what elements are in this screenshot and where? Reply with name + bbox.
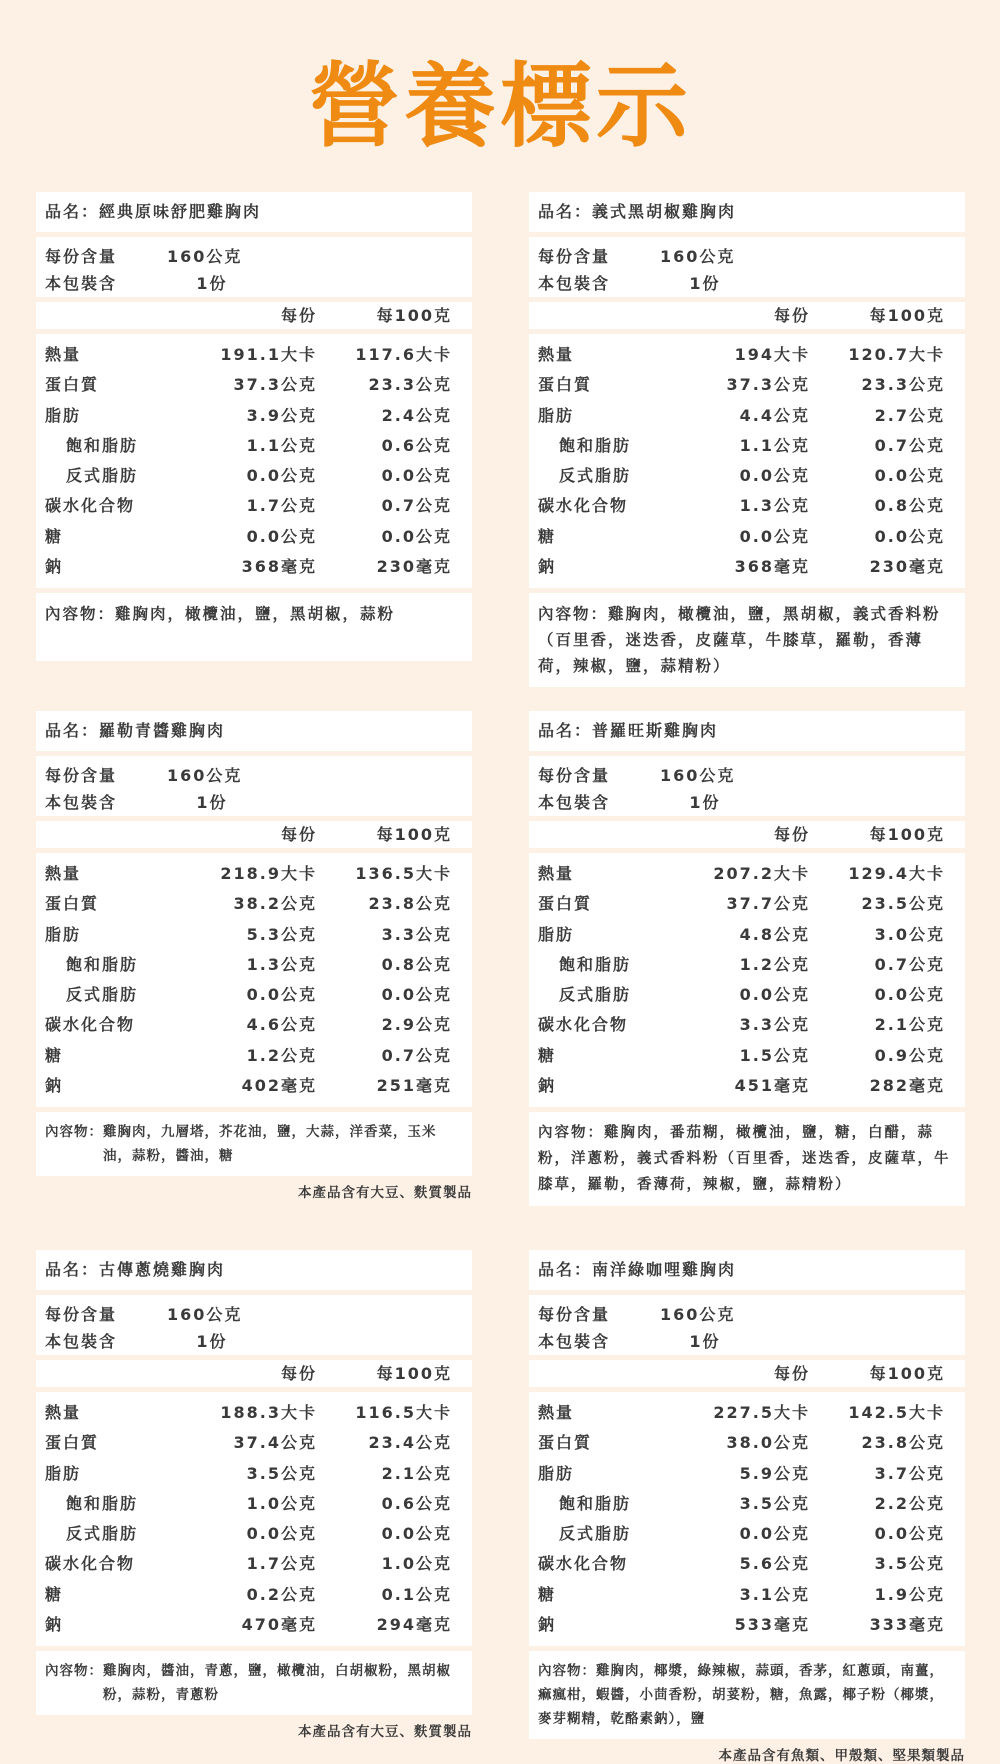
table-row — [36, 889, 472, 919]
nutrient-name: 反式脂肪 — [66, 466, 139, 486]
header-per-serving: 每份 — [280, 306, 317, 325]
per-100g-value: 230毫克 — [869, 557, 945, 577]
per-serving-value: 451毫克 — [734, 1076, 810, 1096]
ingredients — [36, 1651, 472, 1715]
per-100g-value: 3.0公克 — [874, 924, 945, 944]
nutrient-name: 糖 — [538, 526, 557, 546]
nutrient-name: 飽和脂肪 — [66, 954, 139, 974]
per-100g-value: 0.8公克 — [874, 496, 945, 516]
name-prefix: 品名： — [45, 202, 100, 221]
table-row — [36, 1610, 472, 1640]
nutrient-name: 鈉 — [538, 1076, 557, 1096]
per-serving-value: 0.0公克 — [739, 466, 810, 486]
nutrient-name: 飽和脂肪 — [66, 435, 139, 455]
ingredients — [36, 1112, 472, 1176]
per-100g-value: 3.3公克 — [381, 924, 452, 944]
per-serving-value: 1.0公克 — [246, 1493, 317, 1513]
per-serving-value: 37.3公克 — [726, 375, 810, 395]
nutrient-table — [36, 1392, 472, 1646]
nutrient-name: 熱量 — [45, 864, 82, 883]
header-per-serving: 每份 — [773, 1364, 810, 1383]
servings-value: 1份 — [196, 793, 228, 812]
product-name-text: 古傳蔥燒雞胸肉 — [99, 1260, 226, 1279]
per-100g-value: 0.0公克 — [381, 466, 452, 486]
per-serving-value: 402毫克 — [241, 1076, 317, 1096]
per-serving-value: 218.9大卡 — [220, 864, 317, 883]
product-name — [529, 1250, 965, 1290]
product-name-text: 羅勒青醬雞胸肉 — [99, 721, 226, 740]
table-row — [529, 491, 965, 521]
per-serving-value: 0.0公克 — [739, 985, 810, 1005]
per-serving-value: 1.7公克 — [246, 1554, 317, 1574]
per-serving-value: 3.9公克 — [246, 405, 317, 425]
header-per-serving: 每份 — [773, 306, 810, 325]
allergen-notice: 本產品含有大豆、麩質製品 — [298, 1185, 472, 1202]
nutrient-table — [36, 853, 472, 1107]
per-serving-value: 1.1公克 — [246, 435, 317, 455]
nutrient-name: 反式脂肪 — [66, 985, 139, 1005]
table-row — [36, 552, 472, 582]
per-serving-value: 191.1大卡 — [220, 345, 317, 364]
table-row — [36, 1459, 472, 1489]
serving-info — [529, 237, 965, 297]
serving-info — [529, 1295, 965, 1355]
per-100g-value: 0.7公克 — [381, 496, 452, 516]
table-row — [529, 1580, 965, 1610]
table-row — [36, 1489, 472, 1519]
per-serving-value: 37.7公克 — [726, 894, 810, 914]
product-name-text: 南洋綠咖哩雞胸肉 — [592, 1260, 737, 1279]
table-row — [36, 340, 472, 370]
per-100g-value: 2.4公克 — [381, 405, 452, 425]
servings-label: 本包裝含 — [45, 274, 118, 293]
table-row — [529, 889, 965, 919]
nutrient-name: 糖 — [45, 1584, 64, 1604]
per-100g-value: 0.7公克 — [874, 435, 945, 455]
servings-label: 本包裝含 — [45, 793, 118, 812]
serving-info — [36, 756, 472, 816]
nutrient-name: 蛋白質 — [538, 375, 593, 395]
per-100g-value: 142.5大卡 — [848, 1403, 945, 1422]
per-100g-value: 0.8公克 — [381, 954, 452, 974]
nutrition-label-6 — [529, 1250, 965, 1764]
table-row — [36, 980, 472, 1010]
nutrient-name: 碳水化合物 — [45, 1554, 136, 1574]
per-100g-value: 0.7公克 — [381, 1045, 452, 1065]
servings-value: 1份 — [196, 1332, 228, 1351]
header-per-100g: 每100克 — [376, 825, 452, 844]
nutrient-name: 反式脂肪 — [559, 466, 632, 486]
per-100g-value: 23.8公克 — [368, 894, 452, 914]
nutrient-name: 反式脂肪 — [559, 985, 632, 1005]
per-100g-value: 0.0公克 — [874, 466, 945, 486]
product-name-text: 義式黑胡椒雞胸肉 — [592, 202, 737, 221]
serving-size-value: 160公克 — [660, 766, 736, 785]
header-per-serving: 每份 — [280, 825, 317, 844]
column-headers — [529, 302, 965, 329]
table-row — [529, 1489, 965, 1519]
nutrient-name: 飽和脂肪 — [559, 435, 632, 455]
per-serving-value: 3.1公克 — [739, 1584, 810, 1604]
servings-label: 本包裝含 — [538, 793, 611, 812]
per-serving-value: 1.1公克 — [739, 435, 810, 455]
name-prefix: 品名： — [45, 1260, 100, 1279]
servings-value: 1份 — [196, 274, 228, 293]
nutrient-name: 碳水化合物 — [45, 496, 136, 516]
nutrient-name: 糖 — [45, 1045, 64, 1065]
column-headers — [36, 302, 472, 329]
nutrient-table — [529, 853, 965, 1107]
table-row — [36, 859, 472, 889]
per-100g-value: 294毫克 — [376, 1615, 452, 1635]
per-serving-value: 368毫克 — [734, 557, 810, 577]
nutrient-name: 蛋白質 — [45, 894, 100, 914]
serving-size-value: 160公克 — [167, 247, 243, 266]
product-name-text: 經典原味舒肥雞胸肉 — [99, 202, 262, 221]
column-headers — [529, 821, 965, 848]
servings-value: 1份 — [689, 793, 721, 812]
per-100g-value: 282毫克 — [869, 1076, 945, 1096]
per-100g-value: 0.0公克 — [381, 985, 452, 1005]
nutrition-label-3 — [36, 711, 472, 1201]
table-row — [36, 1010, 472, 1040]
per-100g-value: 129.4大卡 — [848, 864, 945, 883]
name-prefix: 品名： — [538, 202, 593, 221]
header-per-serving: 每份 — [280, 1364, 317, 1383]
per-100g-value: 136.5大卡 — [355, 864, 452, 883]
table-row — [529, 920, 965, 950]
name-prefix: 品名： — [538, 1260, 593, 1279]
name-prefix: 品名： — [45, 721, 100, 740]
nutrient-name: 飽和脂肪 — [559, 954, 632, 974]
ingredients-text: 內容物：雞胸肉，九層塔，芥花油，鹽，大蒜，洋香菜，玉米油，蒜粉，醬油，糖 — [45, 1124, 437, 1165]
per-serving-value: 1.5公克 — [739, 1045, 810, 1065]
table-row — [529, 1459, 965, 1489]
per-100g-value: 3.7公克 — [874, 1463, 945, 1483]
ingredients: 內容物：雞胸肉，椰漿，綠辣椒，蒜頭，香茅，紅蔥頭，南薑，痲瘋柑，蝦醬，小茴香粉，胡荽粉，糖，魚露，椰子粉（椰漿，麥芽糊精，乾酪素鈉），鹽 — [529, 1651, 965, 1739]
table-row — [529, 431, 965, 461]
per-serving-value: 0.0公克 — [739, 526, 810, 546]
servings-value: 1份 — [689, 1332, 721, 1351]
header-per-100g: 每100克 — [376, 306, 452, 325]
table-row — [36, 370, 472, 400]
nutrient-name: 鈉 — [45, 1615, 64, 1635]
per-100g-value: 117.6大卡 — [355, 345, 452, 364]
per-100g-value: 251毫克 — [376, 1076, 452, 1096]
nutrient-name: 脂肪 — [45, 1463, 82, 1483]
nutrient-name: 反式脂肪 — [66, 1524, 139, 1544]
per-serving-value: 4.4公克 — [739, 405, 810, 425]
table-row — [529, 1398, 965, 1428]
per-serving-value: 1.3公克 — [246, 954, 317, 974]
nutrient-name: 熱量 — [45, 1403, 82, 1422]
table-row — [529, 401, 965, 431]
per-serving-value: 5.9公克 — [739, 1463, 810, 1483]
nutrient-name: 熱量 — [538, 864, 575, 883]
nutrient-name: 糖 — [538, 1045, 557, 1065]
nutrient-name: 脂肪 — [538, 924, 575, 944]
table-row — [529, 552, 965, 582]
per-serving-value: 38.0公克 — [726, 1433, 810, 1453]
per-serving-value: 5.3公克 — [246, 924, 317, 944]
nutrient-name: 飽和脂肪 — [66, 1493, 139, 1513]
table-row — [529, 1428, 965, 1458]
nutrient-name: 碳水化合物 — [538, 496, 629, 516]
serving-size-value: 160公克 — [167, 766, 243, 785]
per-serving-value: 368毫克 — [241, 557, 317, 577]
per-serving-value: 1.2公克 — [739, 954, 810, 974]
nutrient-table — [529, 1392, 965, 1646]
table-row — [36, 1549, 472, 1579]
per-serving-value: 207.2大卡 — [713, 864, 810, 883]
per-serving-value: 227.5大卡 — [713, 1403, 810, 1422]
per-serving-value: 4.6公克 — [246, 1015, 317, 1035]
table-row — [529, 370, 965, 400]
per-100g-value: 120.7大卡 — [848, 345, 945, 364]
header-per-100g: 每100克 — [869, 306, 945, 325]
nutrient-name: 蛋白質 — [538, 894, 593, 914]
nutrient-name: 鈉 — [45, 1076, 64, 1096]
nutrient-name: 鈉 — [538, 557, 557, 577]
servings-label: 本包裝含 — [45, 1332, 118, 1351]
table-row — [529, 1071, 965, 1101]
table-row — [36, 1580, 472, 1610]
nutrition-label-1 — [36, 192, 472, 666]
product-name-text: 普羅旺斯雞胸肉 — [592, 721, 719, 740]
per-serving-value: 37.4公克 — [233, 1433, 317, 1453]
nutrient-name: 熱量 — [538, 345, 575, 364]
per-100g-value: 0.6公克 — [381, 1493, 452, 1513]
table-row — [529, 950, 965, 980]
per-100g-value: 2.9公克 — [381, 1015, 452, 1035]
per-serving-value: 1.2公克 — [246, 1045, 317, 1065]
table-row — [36, 491, 472, 521]
table-row — [36, 431, 472, 461]
nutrition-label-5 — [36, 1250, 472, 1740]
nutrient-name: 脂肪 — [45, 405, 82, 425]
name-prefix: 品名： — [538, 721, 593, 740]
nutrient-name: 脂肪 — [538, 1463, 575, 1483]
nutrient-name: 蛋白質 — [538, 1433, 593, 1453]
product-name — [529, 192, 965, 232]
nutrient-name: 熱量 — [45, 345, 82, 364]
per-100g-value: 2.1公克 — [381, 1463, 452, 1483]
per-serving-value: 1.3公克 — [739, 496, 810, 516]
serving-size-label: 每份含量 — [45, 1305, 118, 1324]
ingredients: 內容物：雞胸肉，橄欖油，鹽，黑胡椒，義式香料粉（百里香，迷迭香，皮薩草，牛膝草，羅勒，香薄荷，辣椒，鹽，蒜精粉） — [529, 593, 965, 687]
per-100g-value: 0.7公克 — [874, 954, 945, 974]
per-serving-value: 38.2公克 — [233, 894, 317, 914]
table-row — [529, 340, 965, 370]
per-serving-value: 0.2公克 — [246, 1584, 317, 1604]
per-serving-value: 0.0公克 — [246, 526, 317, 546]
table-row — [36, 1041, 472, 1071]
column-headers — [36, 1360, 472, 1387]
nutrient-name: 鈉 — [45, 557, 64, 577]
per-serving-value: 3.3公克 — [739, 1015, 810, 1035]
product-name — [529, 711, 965, 751]
ingredients: 內容物：雞胸肉，番茄糊，橄欖油，鹽，糖，白醋，蒜粉，洋蔥粉，義式香料粉（百里香，迷迭香，皮薩草，牛膝草，羅勒，香薄荷，辣椒，鹽，蒜精粉） — [529, 1112, 965, 1206]
per-100g-value: 0.6公克 — [381, 435, 452, 455]
per-100g-value: 0.0公克 — [381, 1524, 452, 1544]
serving-size-value: 160公克 — [660, 1305, 736, 1324]
header-per-serving: 每份 — [773, 825, 810, 844]
table-row — [36, 1428, 472, 1458]
table-row — [36, 522, 472, 552]
per-100g-value: 2.7公克 — [874, 405, 945, 425]
servings-value: 1份 — [689, 274, 721, 293]
nutrient-table — [529, 334, 965, 588]
nutrient-name: 脂肪 — [538, 405, 575, 425]
per-100g-value: 333毫克 — [869, 1615, 945, 1635]
nutrient-name: 碳水化合物 — [538, 1015, 629, 1035]
table-row — [529, 1549, 965, 1579]
ingredients-text: 內容物：雞胸肉，醬油，青蔥，鹽，橄欖油，白胡椒粉，黑胡椒粉，蒜粉，青蔥粉 — [45, 1663, 451, 1704]
nutrient-name: 脂肪 — [45, 924, 82, 944]
serving-size-value: 160公克 — [660, 247, 736, 266]
table-row — [529, 1041, 965, 1071]
product-name — [36, 192, 472, 232]
table-row — [36, 950, 472, 980]
allergen-notice: 本產品含有魚類、甲殼類、堅果類製品 — [718, 1748, 965, 1764]
serving-size-value: 160公克 — [167, 1305, 243, 1324]
per-100g-value: 1.0公克 — [381, 1554, 452, 1574]
per-serving-value: 37.3公克 — [233, 375, 317, 395]
serving-info — [529, 756, 965, 816]
table-row — [529, 859, 965, 889]
nutrient-name: 反式脂肪 — [559, 1524, 632, 1544]
per-100g-value: 2.1公克 — [874, 1015, 945, 1035]
nutrient-name: 碳水化合物 — [538, 1554, 629, 1574]
per-serving-value: 3.5公克 — [246, 1463, 317, 1483]
per-serving-value: 470毫克 — [241, 1615, 317, 1635]
per-100g-value: 0.0公克 — [381, 526, 452, 546]
table-row — [36, 1071, 472, 1101]
serving-info — [36, 237, 472, 297]
serving-size-label: 每份含量 — [538, 1305, 611, 1324]
per-serving-value: 533毫克 — [734, 1615, 810, 1635]
per-100g-value: 2.2公克 — [874, 1493, 945, 1513]
table-row — [36, 1519, 472, 1549]
nutrient-name: 蛋白質 — [45, 375, 100, 395]
header-per-100g: 每100克 — [869, 1364, 945, 1383]
table-row — [36, 1398, 472, 1428]
per-100g-value: 23.3公克 — [368, 375, 452, 395]
nutrient-name: 蛋白質 — [45, 1433, 100, 1453]
product-name — [36, 711, 472, 751]
per-100g-value: 0.1公克 — [381, 1584, 452, 1604]
per-100g-value: 23.5公克 — [861, 894, 945, 914]
product-name — [36, 1250, 472, 1290]
nutrient-name: 熱量 — [538, 1403, 575, 1422]
per-serving-value: 188.3大卡 — [220, 1403, 317, 1422]
per-100g-value: 230毫克 — [376, 557, 452, 577]
per-100g-value: 1.9公克 — [874, 1584, 945, 1604]
serving-size-label: 每份含量 — [538, 247, 611, 266]
nutrient-name: 糖 — [45, 526, 64, 546]
table-row — [529, 522, 965, 552]
per-100g-value: 0.9公克 — [874, 1045, 945, 1065]
nutrition-label-2 — [529, 192, 965, 692]
per-serving-value: 0.0公克 — [739, 1524, 810, 1544]
page-title: 營養標示 — [307, 53, 692, 160]
per-serving-value: 0.0公克 — [246, 1524, 317, 1544]
per-serving-value: 0.0公克 — [246, 985, 317, 1005]
table-row — [529, 980, 965, 1010]
per-serving-value: 194大卡 — [734, 345, 810, 364]
per-100g-value: 23.8公克 — [861, 1433, 945, 1453]
allergen-notice: 本產品含有大豆、麩質製品 — [298, 1724, 472, 1741]
nutrient-name: 鈉 — [538, 1615, 557, 1635]
per-serving-value: 0.0公克 — [246, 466, 317, 486]
ingredients: 內容物：雞胸肉，橄欖油，鹽，黑胡椒，蒜粉 — [36, 593, 472, 661]
nutrient-name: 碳水化合物 — [45, 1015, 136, 1035]
servings-label: 本包裝含 — [538, 1332, 611, 1351]
per-serving-value: 4.8公克 — [739, 924, 810, 944]
serving-info — [36, 1295, 472, 1355]
per-100g-value: 116.5大卡 — [355, 1403, 452, 1422]
per-serving-value: 3.5公克 — [739, 1493, 810, 1513]
per-100g-value: 23.4公克 — [368, 1433, 452, 1453]
table-row — [529, 461, 965, 491]
per-serving-value: 1.7公克 — [246, 496, 317, 516]
table-row — [36, 920, 472, 950]
serving-size-label: 每份含量 — [45, 247, 118, 266]
serving-size-label: 每份含量 — [45, 766, 118, 785]
per-100g-value: 0.0公克 — [874, 526, 945, 546]
nutrition-label-4 — [529, 711, 965, 1211]
per-100g-value: 23.3公克 — [861, 375, 945, 395]
table-row — [529, 1010, 965, 1040]
servings-label: 本包裝含 — [538, 274, 611, 293]
nutrient-table — [36, 334, 472, 588]
serving-size-label: 每份含量 — [538, 766, 611, 785]
column-headers — [529, 1360, 965, 1387]
per-serving-value: 5.6公克 — [739, 1554, 810, 1574]
per-100g-value: 0.0公克 — [874, 985, 945, 1005]
table-row — [529, 1519, 965, 1549]
header-per-100g: 每100克 — [869, 825, 945, 844]
table-row — [529, 1610, 965, 1640]
per-100g-value: 0.0公克 — [874, 1524, 945, 1544]
header-per-100g: 每100克 — [376, 1364, 452, 1383]
table-row — [36, 461, 472, 491]
column-headers — [36, 821, 472, 848]
per-100g-value: 3.5公克 — [874, 1554, 945, 1574]
nutrient-name: 飽和脂肪 — [559, 1493, 632, 1513]
table-row — [36, 401, 472, 431]
nutrient-name: 糖 — [538, 1584, 557, 1604]
